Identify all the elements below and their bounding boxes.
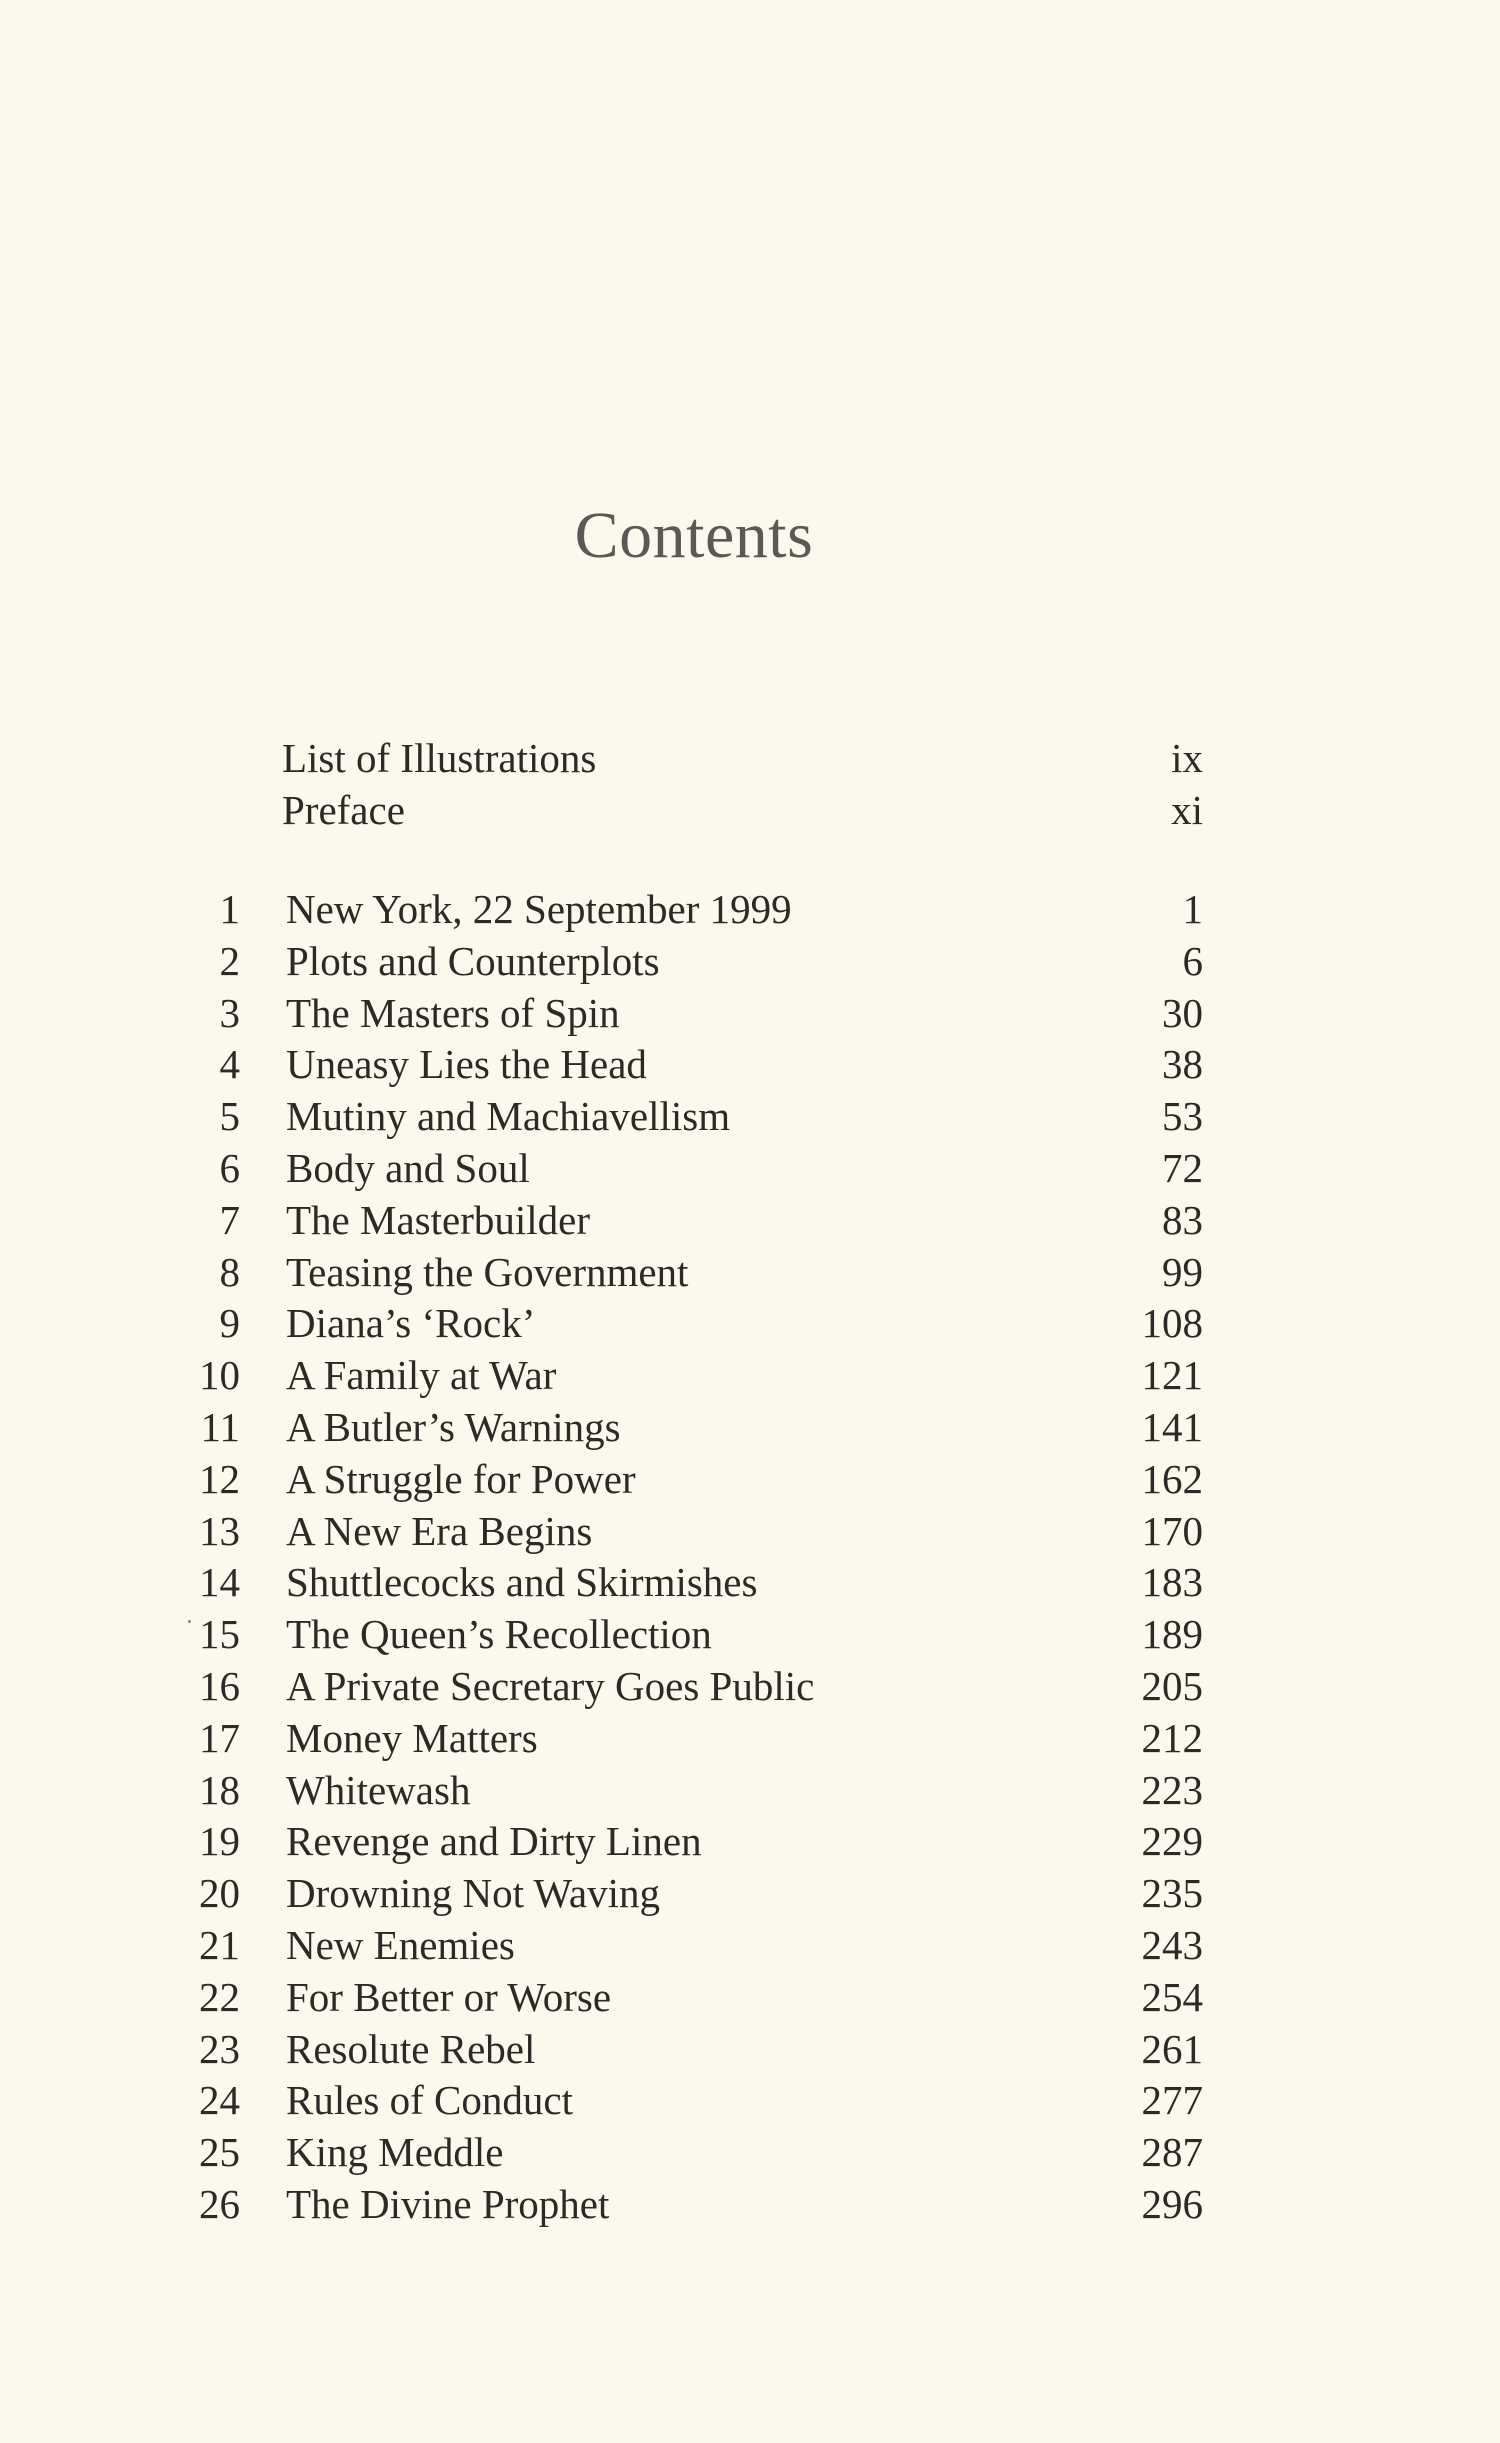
chapter-page-number: 1 xyxy=(1182,886,1203,932)
chapter-title: The Masterbuilder xyxy=(286,1196,590,1243)
chapter-page-number: 183 xyxy=(1141,1559,1203,1606)
chapter-entry xyxy=(0,1143,1500,1195)
chapter-title: Whitewash xyxy=(286,1766,471,1813)
chapter-number: 16 xyxy=(199,1662,240,1709)
chapter-title: A Butler’s Warnings xyxy=(286,1403,621,1450)
chapter-entry xyxy=(0,1454,1500,1506)
chapter-number: 17 xyxy=(199,1714,240,1761)
chapter-page-number: 141 xyxy=(1141,1403,1203,1450)
chapter-page-number: 83 xyxy=(1162,1196,1203,1243)
chapter-number: 2 xyxy=(219,937,240,984)
chapter-title: Money Matters xyxy=(286,1714,538,1761)
chapter-entry xyxy=(0,2024,1500,2076)
chapter-entry xyxy=(0,1039,1500,1091)
entry-title: Preface xyxy=(282,787,405,833)
chapter-title: A Struggle for Power xyxy=(286,1455,636,1502)
chapter-page-number: 170 xyxy=(1141,1507,1203,1554)
chapter-page-number: 212 xyxy=(1141,1714,1203,1761)
chapter-page-number: 235 xyxy=(1141,1870,1203,1917)
chapter-title: New York, 22 September 1999 xyxy=(286,886,792,932)
chapter-entry xyxy=(0,1091,1500,1143)
chapter-number: 8 xyxy=(219,1248,240,1295)
chapter-number: 10 xyxy=(199,1352,240,1399)
chapter-number: 14 xyxy=(199,1559,240,1606)
page-title: Contents xyxy=(574,499,814,572)
chapter-entry xyxy=(0,2075,1500,2127)
chapter-entry xyxy=(0,1713,1500,1765)
chapter-number: 19 xyxy=(199,1818,240,1865)
chapter-number: 5 xyxy=(219,1093,240,1140)
chapter-entry xyxy=(0,1868,1500,1920)
chapter-page-number: 162 xyxy=(1141,1455,1203,1502)
chapter-title: A Family at War xyxy=(286,1352,557,1399)
chapter-title: Uneasy Lies the Head xyxy=(286,1041,647,1088)
chapter-page-number: 205 xyxy=(1141,1662,1203,1709)
chapter-page-number: 287 xyxy=(1141,2129,1203,2176)
chapter-number: 15 xyxy=(199,1611,240,1658)
chapter-number: 7 xyxy=(219,1196,240,1243)
chapter-number: 12 xyxy=(199,1455,240,1502)
chapter-page-number: 243 xyxy=(1141,1921,1203,1968)
chapter-title: Body and Soul xyxy=(286,1144,530,1191)
chapter-number: 18 xyxy=(199,1766,240,1813)
chapter-title: New Enemies xyxy=(286,1921,515,1968)
chapter-entry xyxy=(0,2179,1500,2231)
chapter-number: 6 xyxy=(219,1144,240,1191)
chapter-page-number: 229 xyxy=(1141,1818,1203,1865)
chapter-number: 24 xyxy=(199,2077,240,2124)
chapter-title: A New Era Begins xyxy=(286,1507,593,1554)
chapter-entry xyxy=(0,936,1500,988)
chapter-number: 13 xyxy=(199,1507,240,1554)
chapter-page-number: 72 xyxy=(1162,1144,1203,1191)
front-matter-entry xyxy=(0,784,1500,836)
chapter-number: 1 xyxy=(219,886,240,932)
chapter-page-number: 277 xyxy=(1141,2077,1203,2124)
chapter-number: 25 xyxy=(199,2129,240,2176)
chapter-number: 11 xyxy=(200,1403,240,1450)
chapter-page-number: 296 xyxy=(1141,2180,1203,2227)
chapter-entry xyxy=(0,1609,1500,1661)
chapter-page-number: 223 xyxy=(1141,1766,1203,1813)
chapter-entry xyxy=(0,1972,1500,2024)
chapter-title: The Queen’s Recollection xyxy=(286,1611,712,1658)
chapter-page-number: 261 xyxy=(1141,2025,1203,2072)
entry-page-number: xi xyxy=(1171,787,1203,833)
front-matter-entry xyxy=(0,732,1500,784)
chapter-page-number: 189 xyxy=(1141,1611,1203,1658)
chapter-entry xyxy=(0,1816,1500,1868)
chapter-title: Drowning Not Waving xyxy=(286,1870,661,1917)
chapter-page-number: 53 xyxy=(1162,1093,1203,1140)
chapter-page-number: 38 xyxy=(1162,1041,1203,1088)
chapter-number: 20 xyxy=(199,1870,240,1917)
chapter-title: For Better or Worse xyxy=(286,1973,612,2020)
chapter-entry xyxy=(0,2127,1500,2179)
front-matter-list xyxy=(0,732,1500,836)
chapter-page-number: 121 xyxy=(1141,1352,1203,1399)
chapter-title: The Divine Prophet xyxy=(286,2180,610,2227)
chapter-page-number: 6 xyxy=(1182,937,1203,984)
chapter-page-number: 254 xyxy=(1141,1973,1203,2020)
chapter-entry xyxy=(0,1350,1500,1402)
chapter-entry xyxy=(0,1661,1500,1713)
chapter-entry xyxy=(0,1298,1500,1350)
chapter-number: 9 xyxy=(219,1300,240,1347)
chapter-entry xyxy=(0,1247,1500,1299)
chapter-entry xyxy=(0,1506,1500,1558)
chapter-entry xyxy=(0,1402,1500,1454)
entry-page-number: ix xyxy=(1171,735,1203,781)
chapter-title: King Meddle xyxy=(286,2129,504,2176)
chapter-title: The Masters of Spin xyxy=(286,989,620,1036)
chapter-title: Teasing the Government xyxy=(286,1248,689,1295)
chapter-number: 22 xyxy=(199,1973,240,2020)
chapter-title: A Private Secretary Goes Public xyxy=(286,1662,815,1709)
chapter-title: Plots and Counterplots xyxy=(286,937,660,984)
chapter-entry xyxy=(0,884,1500,936)
chapter-entry xyxy=(0,988,1500,1040)
entry-title: List of Illustrations xyxy=(282,735,597,781)
chapter-number: 3 xyxy=(219,989,240,1036)
chapter-number: 21 xyxy=(199,1921,240,1968)
chapter-entry xyxy=(0,1920,1500,1972)
chapter-entry xyxy=(0,1765,1500,1817)
chapter-entry xyxy=(0,1195,1500,1247)
chapter-title: Mutiny and Machiavellism xyxy=(286,1093,731,1140)
chapter-page-number: 30 xyxy=(1162,989,1203,1036)
ink-speck xyxy=(188,1620,191,1623)
chapter-page-number: 99 xyxy=(1162,1248,1203,1295)
chapter-number: 23 xyxy=(199,2025,240,2072)
chapter-title: Resolute Rebel xyxy=(286,2025,536,2072)
chapter-title: Diana’s ‘Rock’ xyxy=(286,1300,536,1347)
chapter-page-number: 108 xyxy=(1141,1300,1203,1347)
chapter-entry xyxy=(0,1557,1500,1609)
chapter-title: Revenge and Dirty Linen xyxy=(286,1818,702,1865)
chapter-number: 26 xyxy=(199,2180,240,2227)
chapter-title: Shuttlecocks and Skirmishes xyxy=(286,1559,758,1606)
chapter-title: Rules of Conduct xyxy=(286,2077,573,2124)
chapter-number: 4 xyxy=(219,1041,240,1088)
chapter-list xyxy=(0,884,1500,2231)
